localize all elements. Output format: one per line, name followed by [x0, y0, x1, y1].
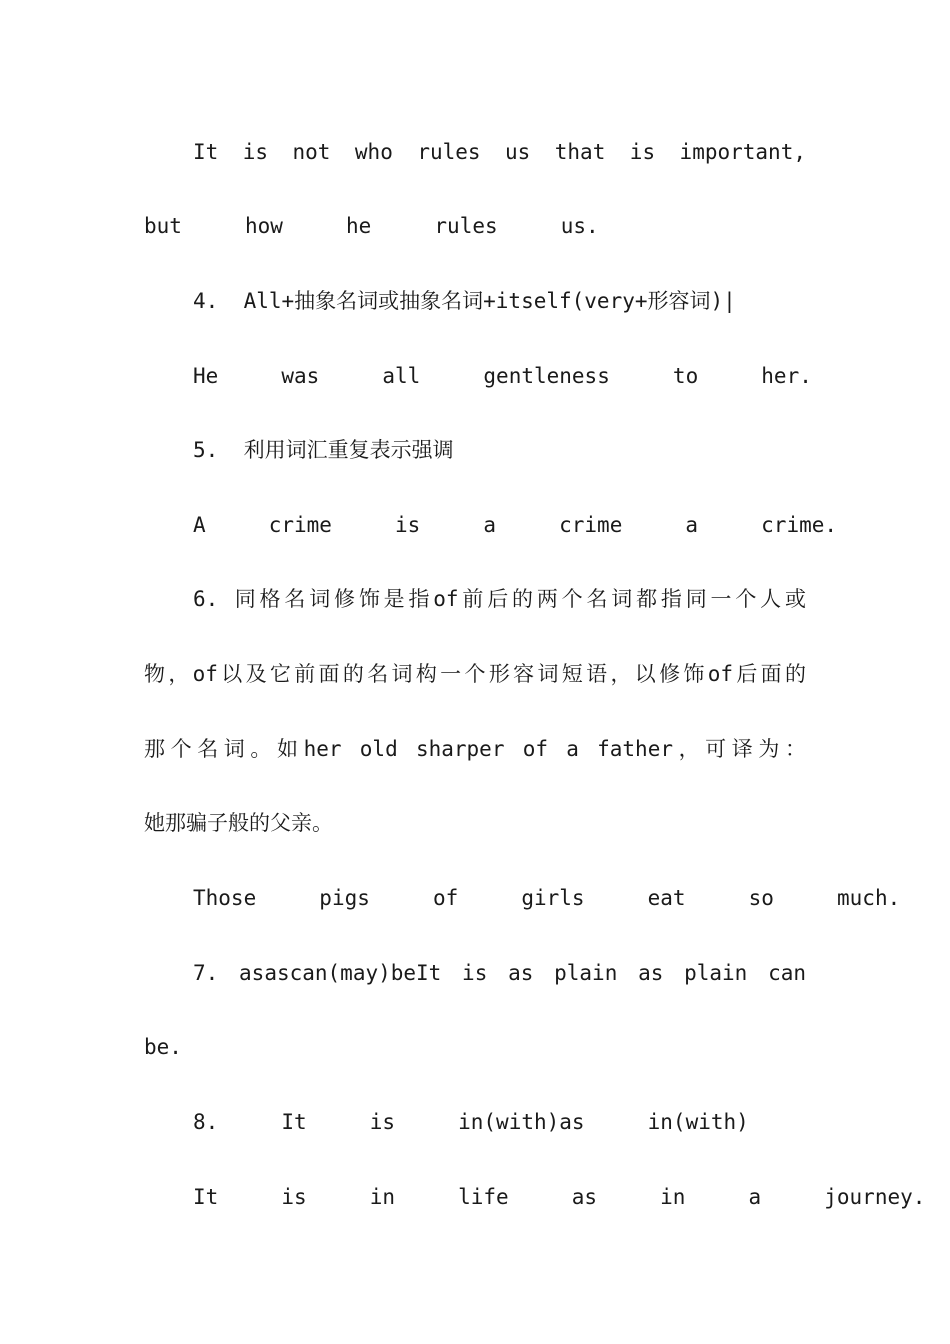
example-sentence: A crime is a crime a crime.: [193, 513, 838, 537]
numbered-heading: 7. asascan(may)beIt is as plain as plain can: [193, 961, 806, 985]
paragraph-line: 那个名词。如her old sharper of a father，可译为：: [144, 737, 806, 761]
numbered-heading: 4. All+抽象名词或抽象名词+itself(very+形容词)|: [193, 289, 736, 313]
numbered-heading: 8. It is in(with)as in(with): [193, 1110, 749, 1134]
example-sentence: Those pigs of girls eat so much.: [193, 886, 901, 910]
paragraph-line: be.: [144, 1035, 182, 1059]
paragraph-line: but how he rules us.: [144, 214, 599, 238]
numbered-heading: 5. 利用词汇重复表示强调: [193, 438, 454, 462]
example-sentence: He was all gentleness to her.: [193, 364, 812, 388]
numbered-heading: 6. 同格名词修饰是指of前后的两个名词都指同一个人或: [193, 587, 806, 611]
paragraph-line: It is not who rules us that is important,: [193, 140, 806, 164]
example-sentence: It is in life as in a journey.: [193, 1185, 926, 1209]
paragraph-line: 物，of以及它前面的名词构一个形容词短语，以修饰of后面的: [144, 662, 806, 686]
paragraph-line: 她那骗子般的父亲。: [144, 811, 333, 835]
